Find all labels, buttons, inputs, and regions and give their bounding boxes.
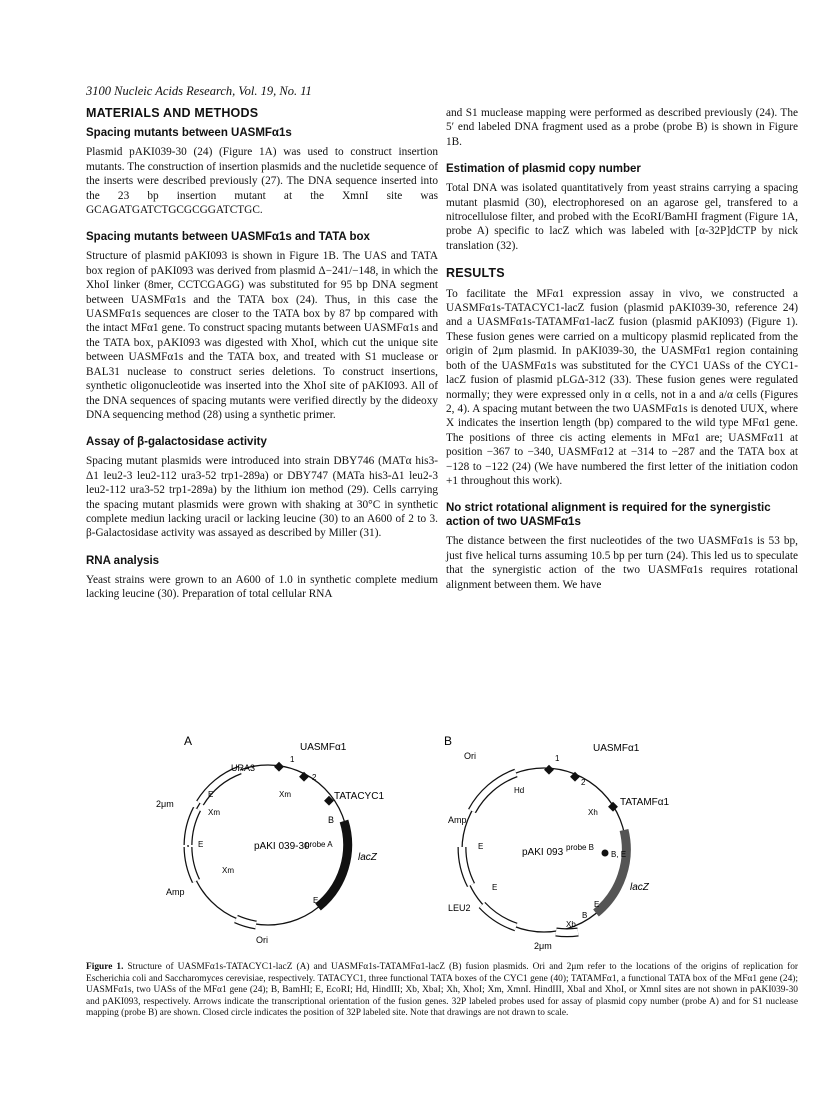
hindiii-label: Hd xyxy=(514,786,525,795)
ecori-label: E xyxy=(313,896,319,905)
subheading: Spacing mutants between UASMFα1s xyxy=(86,127,292,140)
section-heading: MATERIALS AND METHODS xyxy=(86,106,259,120)
lacz-segment xyxy=(596,830,626,913)
panel-a xyxy=(156,735,384,945)
paragraph: and S1 muclease mapping were performed as described previously (24). The 5′ end labeled DNA fragment used as a probe (probe B) is shown in Figure 1B. xyxy=(446,107,798,148)
paragraph: To facilitate the MFα1 expression assay in vivo, we constructed a UASMFα1s-TATACYC1-lacZ fusion (plasmid pAKI039-30, reference 24) and a UASMFα1s-TATAMFα1-lacZ fusion (plasmid pAKI093) (Figure 1). These fusion genes were carried on a multicopy plasmid replicated from the origin of 2μm plasmid. In pAKI039-30, the UASMFα1 region containing both of the UASMFα1s was substituted for the CYC1 UASs of the CYC1-lacZ fusion of plasmid pLGΔ-312 (33). These fusion genes were regulated normally; they were expressed only in α cells, not in a and a/α cells (Figures 2, 4). A spacing mutant between the two UASMFα1s is denoted UUX, where X indicates the insertion length (bp) compared to the wild type MFα1 gene. The positions of three cis acting elements in MFα1 are; UASMFα11 at position −367 to −340, UASMFα12 at −314 to −287 and the TATA box at −128 to −122 (24) (We have numbered the first letter of the initiation codon +1 throughout this work). xyxy=(446,287,798,487)
uas-label: UASMFα1 xyxy=(593,743,640,754)
section-heading: RESULTS xyxy=(446,266,505,281)
xhoi-label: Xh xyxy=(588,808,598,817)
ori-label: Ori xyxy=(464,751,476,761)
subheading: Estimation of plasmid copy number xyxy=(446,163,641,176)
paragraph: Structure of plasmid pAKI093 is shown in Figure 1B. The UAS and TATA box region of pAKI093 was derived from plasmid Δ−241/−148, in which the XhoI linker (8mer, CCTCGAGG) was substituted for 95 bp DNA segment between UASMFα1s and the TATA box (24). Thus, in this case the UASMFα1s sequences are closer to the TATA box by 87 bp compared with the intact MFα1 gene. To construct spacing mutants between UASMFα1s and the TATA box, pAKI093 was digested with XhoI, which cut the unique site between UASMFα1s and the TATA box, and treated with S1 muclease or BAL31 nuclease to construct series deletions. To construct insertions, synthetic oligonucleotide was inserted into the XhoI site of pAKI093. All of the DNA sequences of spacing mutants were verified directly by the dideoxy DNA sequencing method (28) using a synthetic primer. xyxy=(86,250,438,421)
ecori-label: E xyxy=(594,900,600,909)
paragraph: Spacing mutant plasmids were introduced into strain DBY746 (MATα his3-Δ1 leu2-3 leu2-112 ura3-52 trp1-289a) or DBY747 (MATa his3-Δ1 leu2-3 leu2-112 ura3-52 trp1-289a) by the lithium ion method (29). Cells carrying the spacing mutant plasmids were grown with shaking at 30°C in synthetic complete mediun lacking uracil or lacking leucine (30) to an A600 of 2 to 3. β-Galactosidase activity was assayed as described by Miller (31). xyxy=(86,455,438,540)
caption-label: Figure 1. xyxy=(86,962,124,972)
ori-label: Ori xyxy=(256,935,268,945)
paragraph: Total DNA was isolated quantitatively from yeast strains carrying a spacing mutant plasmid (30), electrophoresed on an agarose gel, transfered to a nitrocellulose filter, and probed with the EcoRI/BamHI fragment (Figure 1A, probe A) specific to lacZ which was labeled with [α-32P]dCTP by nick translation (32). xyxy=(446,182,798,252)
ecori-label: E xyxy=(208,790,214,799)
amp-label: Amp xyxy=(166,887,185,897)
subheading: Assay of β-galactosidase activity xyxy=(86,436,267,449)
plasmid-name: pAKI 093 xyxy=(522,847,564,858)
probe-label: probe A xyxy=(305,840,333,849)
panel-letter: B xyxy=(444,735,453,748)
plasmid-maps xyxy=(86,735,798,955)
bamhi-label: B xyxy=(582,911,588,920)
subheading: Spacing mutants between UASMFα1s and TATA box xyxy=(86,231,370,244)
tata-label: TATAMFα1 xyxy=(620,797,670,808)
paragraph: The distance between the first nucleotides of the two UASMFα1s is 53 bp, just five helical turns assuming 10.5 bp per turn (24). This led us to speculate that the synergistic action of the two UASMFα1s requires rotational alignment between them. We have xyxy=(446,535,798,591)
figure-caption xyxy=(86,962,798,1020)
uas-box xyxy=(544,765,554,775)
plasmid-name: pAKI 039-30 xyxy=(254,841,310,852)
lacz-label: lacZ xyxy=(630,882,649,893)
subheading: No strict rotational alignment is required for the synergistic action of two UASMFα1s xyxy=(446,502,771,529)
labeled-site-dot xyxy=(602,850,609,857)
xm-label: Xm xyxy=(279,790,291,799)
running-head: 3100 Nucleic Acids Research, Vol. 19, No. 11 xyxy=(86,84,312,98)
xm-label: Xm xyxy=(208,808,220,817)
amp-label: Amp xyxy=(448,815,467,825)
right-column xyxy=(446,106,798,605)
ecori-label: E xyxy=(198,840,204,849)
probe-label: probe B xyxy=(566,843,595,852)
tata-box xyxy=(608,802,618,812)
panel-b xyxy=(444,735,670,951)
site-2-label: 2 xyxy=(312,773,317,782)
ecori-label: E xyxy=(478,842,484,851)
uas-box xyxy=(299,772,309,782)
leu2-label: LEU2 xyxy=(448,903,471,913)
caption-text: Structure of UASMFα1s-TATACYC1-lacZ (A) and UASMFα1s-TATAMFα1-lacZ (B) fusion plasmids. Ori and 2μm refer to the locations of the origins of replication for Escherichia coli and Saccharomyces cerevisiae, respectively. TATACYC1, three functional TATA boxes of the CYC1 gene (40); TATAMFα1, a functional TATA box of the MFα1 gene (24); UASMFα1s, two UASs of the MFα1 gene (24); B, BamHI; E, EcoRI; Hd, HindIII; Xb, XbaI; Xh, XhoI; Xm, XmnI. HindIII, XbaI and XhoI, or XmnI sites are not shown in pAKI039-30 and pAKI093, respectively. Arrows indicate the transcriptional orientation of the fusion genes. 32P labeled probes used for assay of plasmid copy number (probe A) and for S1 nuclease mapping (probe B) are shown. Closed circle indicates the position of 32P labeled site. Note that drawings are not drawn to scale. xyxy=(86,962,799,1019)
figure-1 xyxy=(86,735,798,955)
site-1-label: 1 xyxy=(555,754,560,763)
two-micron-label: 2μm xyxy=(534,941,552,951)
site-2-label: 2 xyxy=(581,778,586,787)
ura3-label: URA3 xyxy=(231,763,256,773)
lacz-label: lacZ xyxy=(358,852,377,863)
bamhi-ecori-label: B, E xyxy=(611,850,627,859)
subheading: RNA analysis xyxy=(86,554,160,567)
left-column xyxy=(86,106,438,615)
xm-label: Xm xyxy=(222,866,234,875)
uas-label: UASMFα1 xyxy=(300,742,347,753)
lacz-segment xyxy=(318,821,348,907)
bamhi-label: B xyxy=(328,815,335,825)
paragraph: Plasmid pAKI039-30 (24) (Figure 1A) was used to construct insertion mutants. The construction of insertion plasmids and the nucletide sequence of the inserts were described previously (27). The DNA sequence inserted into the 23 bp insertion mutant at the XmnI site was GCAGATGATCTGCGCGGATCTGC. xyxy=(86,146,438,217)
site-1-label: 1 xyxy=(290,755,295,764)
tata-label: TATACYC1 xyxy=(334,791,385,802)
xbai-label: Xb xyxy=(566,920,576,929)
panel-letter: A xyxy=(184,735,193,748)
paragraph: Yeast strains were grown to an A600 of 1.0 in synthetic complete medium lacking leucine (30). Preparation of total cellular RNA xyxy=(86,573,438,601)
ecori-label: E xyxy=(492,883,498,892)
uas-box xyxy=(274,762,284,772)
two-micron-label: 2μm xyxy=(156,799,174,809)
